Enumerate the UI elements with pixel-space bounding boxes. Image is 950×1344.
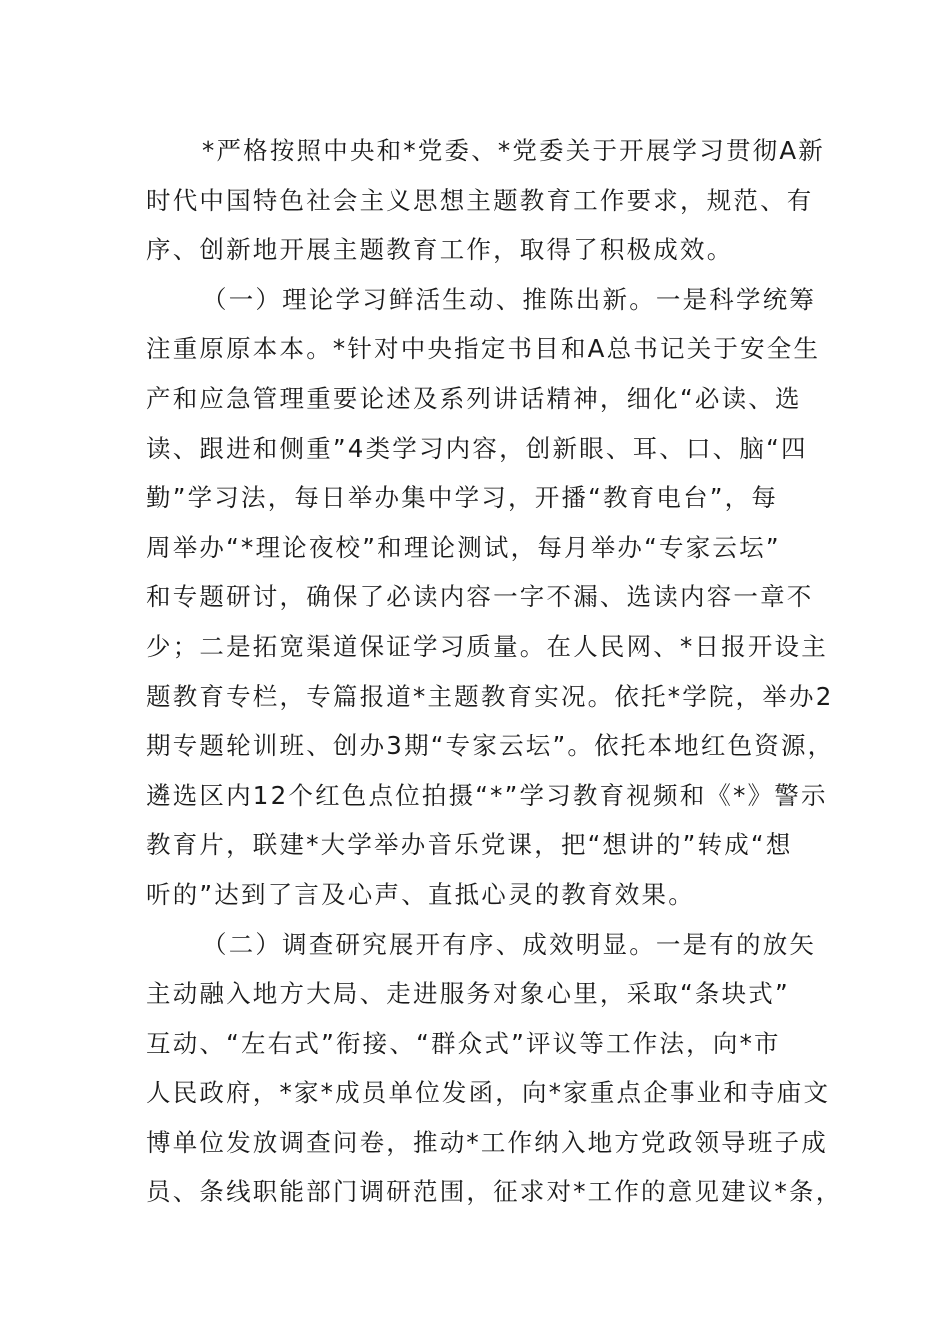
section-1-line-6: 周举办“*理论夜校”和理论测试，每月举办“专家云坛” — [146, 532, 781, 562]
section-1-line-1: （一）理论学习鲜活生动、推陈出新。一是科学统筹 — [202, 284, 817, 314]
section-2-line-1: （二）调查研究展开有序、成效明显。一是有的放矢 — [202, 929, 817, 959]
paragraph-1-line-2: 时代中国特色社会主义思想主题教育工作要求，规范、有 — [146, 185, 814, 215]
section-1-line-5: 勤”学习法，每日举办集中学习，开播“教育电台”，每 — [146, 483, 779, 513]
section-2-line-3: 互动、“左右式”衔接、“群众式”评议等工作法，向*市 — [146, 1028, 781, 1058]
section-2-line-4: 人民政府，*家*成员单位发函，向*家重点企事业和寺庙文 — [146, 1078, 831, 1108]
section-1-line-4: 读、跟进和侧重”4类学习内容，创新眼、耳、口、脑“四 — [146, 433, 808, 463]
body-text — [146, 126, 843, 1217]
section-1-line-3: 产和应急管理重要论述及系列讲话精神，细化“必读、选 — [146, 383, 802, 413]
section-1-line-13: 听的”达到了言及心声、直抵心灵的教育效果。 — [146, 879, 695, 909]
section-1-line-8: 少；二是拓宽渠道保证学习质量。在人民网、*日报开设主 — [146, 631, 828, 661]
paragraph-1-line-1: *严格按照中央和*党委、*党委关于开展学习贯彻A新 — [202, 136, 826, 165]
section-2-line-6: 员、条线职能部门调研范围，征求对*工作的意见建议*条， — [146, 1177, 843, 1207]
section-1-line-11: 遴选区内12个红色点位拍摄“*”学习教育视频和《*》警示 — [146, 780, 828, 810]
section-1-line-9: 题教育专栏，专篇报道*主题教育实况。依托*学院，举办2 — [146, 681, 834, 711]
section-2-line-2: 主动融入地方大局、走进服务对象心里，采取“条块式” — [146, 979, 790, 1009]
section-1-line-12: 教育片，联建*大学举办音乐党课，把“想讲的”转成“想 — [146, 830, 793, 860]
section-1-line-10: 期专题轮训班、创办3期“专家云坛”。依托本地红色资源， — [146, 731, 835, 761]
section-2-line-5: 博单位发放调查问卷，推动*工作纳入地方党政领导班子成 — [146, 1127, 828, 1157]
paragraph-1-line-3: 序、创新地开展主题教育工作，取得了积极成效。 — [146, 235, 734, 265]
section-1-line-7: 和专题研讨，确保了必读内容一字不漏、选读内容一章不 — [146, 582, 814, 612]
section-1-line-2: 注重原原本本。*针对中央指定书目和A总书记关于安全生 — [146, 334, 821, 364]
